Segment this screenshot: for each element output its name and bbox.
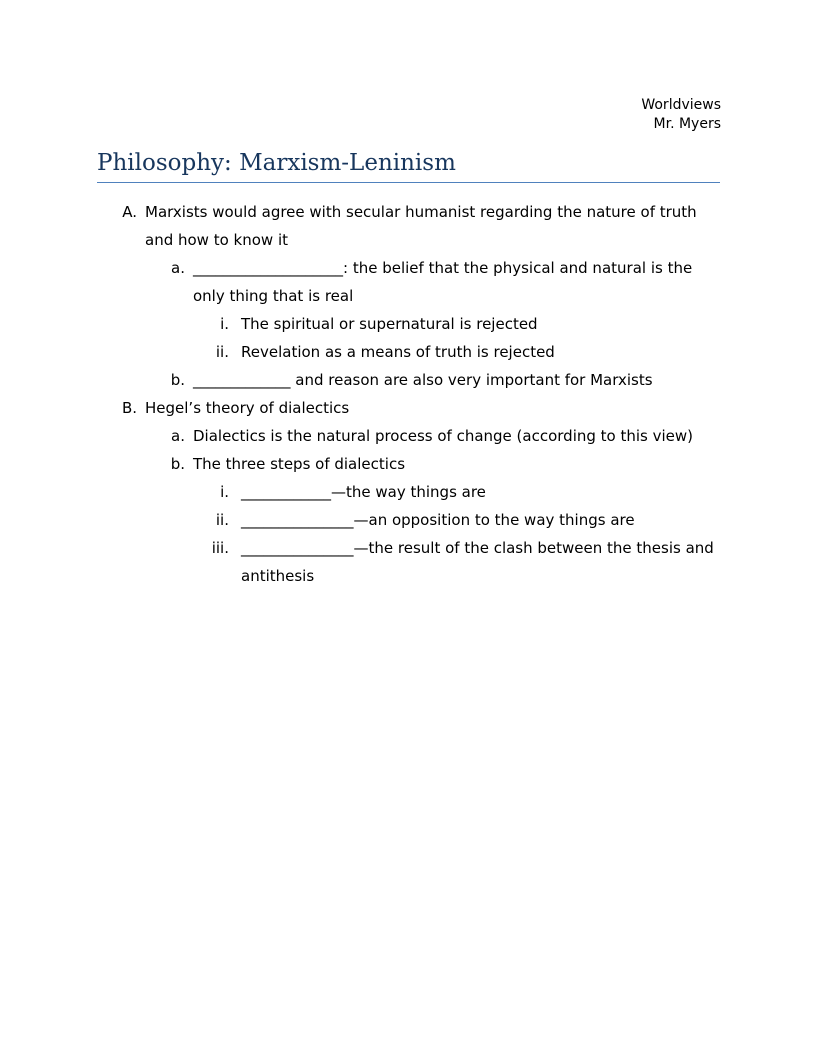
outline-item-b-b [0, 450, 817, 478]
page-title: Philosophy: Marxism-Leninism [97, 147, 720, 183]
outline-item-b-b-iii [0, 534, 817, 590]
teacher-name: Mr. Myers [653, 116, 721, 132]
outline-marker: B. [121, 399, 137, 417]
outline-marker: iii. [211, 539, 229, 557]
outline-text: _______________—the result of the clash between the thesis and antithesis [241, 539, 714, 585]
outline-text: _______________—an opposition to the way things are [241, 511, 635, 529]
outline-item-a [0, 198, 817, 254]
outline-item-b-b-ii [0, 506, 817, 534]
outline-marker: b. [170, 455, 185, 473]
outline-item-b-b-i [0, 478, 817, 506]
document-header [641, 96, 721, 134]
outline-text: Hegel’s theory of dialectics [145, 399, 350, 417]
outline-marker: a. [171, 259, 185, 277]
outline-item-a-a-ii [0, 338, 817, 366]
outline-text: ____________________: the belief that the physical and natural is the only thing that is real [193, 259, 693, 305]
outline-marker: ii. [215, 343, 229, 361]
outline-item-a-b [0, 366, 817, 394]
outline-text: ____________—the way things are [241, 483, 486, 501]
outline-marker: ii. [215, 511, 229, 529]
outline-list [0, 198, 817, 590]
outline-marker: b. [170, 371, 185, 389]
outline-marker: a. [171, 427, 185, 445]
outline-marker: i. [220, 315, 229, 333]
outline-text: Dialectics is the natural process of change (according to this view) [193, 427, 694, 445]
course-name: Worldviews [641, 97, 721, 113]
outline-text: The spiritual or supernatural is rejected [241, 315, 538, 333]
outline-text: Marxists would agree with secular humanist regarding the nature of truth and how to know it [145, 203, 697, 249]
outline-text: Revelation as a means of truth is rejected [241, 343, 555, 361]
outline-text: The three steps of dialectics [193, 455, 406, 473]
outline-item-a-a-i [0, 310, 817, 338]
outline-marker: A. [122, 203, 137, 221]
outline-item-a-a [0, 254, 817, 310]
outline-text: _____________ and reason are also very important for Marxists [193, 371, 653, 389]
outline-item-b [0, 394, 817, 422]
outline-marker: i. [220, 483, 229, 501]
outline-item-b-a [0, 422, 817, 450]
